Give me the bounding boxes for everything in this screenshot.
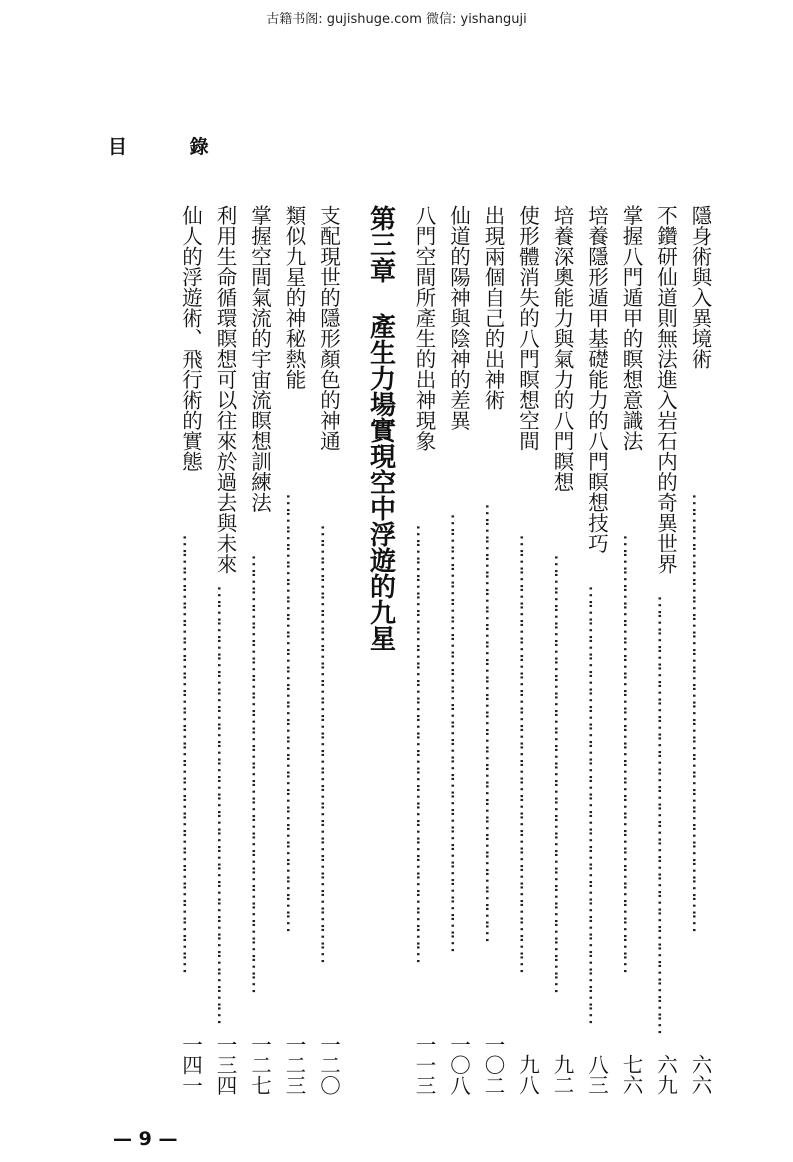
toc-entry [690,205,711,1095]
entry-title: 不鑽研仙道則無法進入岩石内的奇異世界 [653,205,678,574]
chapter-title: 產生力場實現空中浮遊的九星 [365,313,396,651]
toc-entry [318,205,339,1095]
entry-title: 使形體消失的八門瞑想空間 [515,205,540,451]
entry-page: 一二三 [282,1033,306,1095]
entry-title: 利用生命循環瞑想可以往來於過去與未來 [213,205,237,574]
entry-page: 九八 [515,1054,540,1095]
dot-leader: ………………………………………………………………… [282,492,306,931]
entry-title: 隱身術與入異境術 [688,205,712,369]
dot-leader: ………………………………………………………………… [515,533,540,972]
dot-leader: ………………………………………………………………… [316,523,341,961]
entry-page: 六九 [653,1054,678,1095]
entry-page: 一〇二 [481,1033,505,1095]
dot-leader: ………………………………………………………………… [178,533,203,972]
toc-entry [586,205,607,1095]
entry-page: 九二 [550,1054,574,1095]
entry-page: 一二七 [247,1033,272,1095]
entry-title: 支配現世的隱形顏色的神通 [316,205,341,451]
entry-page: 一三四 [213,1033,237,1095]
toc-header: 目 錄 [108,136,237,158]
entry-title: 出現兩個自己的出神術 [481,205,505,410]
dot-leader: ………………………………………………………………… [653,595,678,1033]
entry-title: 培養深奧能力與氣力的八門瞑想 [550,205,574,492]
dot-leader: ………………………………………………………………… [584,585,609,1023]
entry-title: 掌握八門遁甲的瞑想意識法 [619,205,643,451]
toc-entry [448,205,469,1095]
entry-title: 掌握空間氣流的宇宙流瞑想訓練法 [247,205,272,513]
dot-leader: ………………………………………………………………… [446,513,471,951]
entry-title: 八門空間所產生的出神現象 [412,205,436,451]
toc-entry [249,205,270,1095]
entry-title: 類似九星的神秘熱能 [282,205,306,390]
dot-leader: ………………………………………………………………… [550,554,574,992]
page-number: — 9 — [113,1128,178,1150]
chapter-heading [363,205,400,1095]
entry-title: 培養隱形遁甲基礎能力的八門瞑想技巧 [584,205,609,554]
entry-page: 一二〇 [316,1033,341,1095]
toc-entry [483,205,504,1095]
dot-leader: ………………………………………………………………… [688,492,712,931]
dot-leader: ………………………………………………………………… [412,523,436,961]
dot-leader: ………………………………………………………………… [619,533,643,972]
entry-page: 七六 [619,1054,643,1095]
entry-title: 仙道的陽神與陰神的差異 [446,205,471,431]
toc-entry [215,205,236,1095]
toc-entry [655,205,676,1095]
entry-page: 一四一 [178,1033,203,1095]
toc-entry [621,205,642,1095]
toc-entry [284,205,305,1095]
watermark-text: 古籍书阁: gujishuge.com 微信: yishanguji [266,12,527,27]
entry-page: 一一三 [412,1033,436,1095]
toc-entry [517,205,538,1095]
toc-entry [552,205,573,1095]
dot-leader: ………………………………………………………………… [247,554,272,992]
toc-body [105,205,710,1095]
entry-page: 一〇八 [446,1033,471,1095]
dot-leader: ………………………………………………………………… [213,585,237,1023]
toc-entry [180,205,201,1095]
dot-leader: ………………………………………………………………… [481,503,505,941]
entry-page: 六六 [688,1054,712,1095]
toc-entry [414,205,435,1095]
entry-title: 仙人的浮遊術、飛行術的實態 [178,205,203,472]
entry-page: 八三 [584,1054,609,1095]
chapter-label: 第三章 [365,205,396,283]
